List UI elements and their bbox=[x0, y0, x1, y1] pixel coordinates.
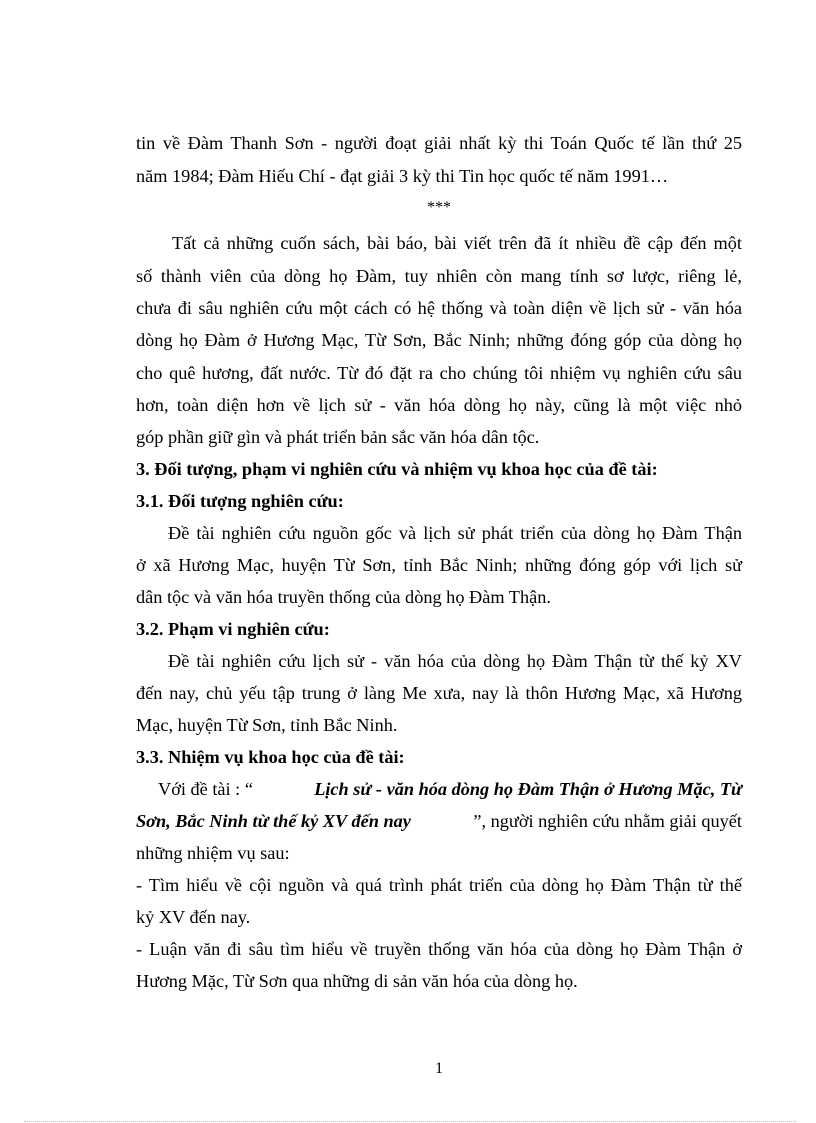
body-line: những nhiệm vụ sau: bbox=[136, 843, 290, 863]
line-suffix: ”, người nghiên cứu nhằm giải quyết bbox=[473, 811, 742, 831]
section-heading: 3. Đối tượng, phạm vi nghiên cứu và nhiệm vụ khoa học của đề tài: bbox=[136, 459, 658, 479]
body-line: Hương Mặc, Từ Sơn qua những di sản văn hóa của dòng họ. bbox=[136, 971, 578, 991]
section-separator: *** bbox=[427, 199, 451, 216]
body-line: cho quê hương, đất nước. Từ đó đặt ra cho chúng tôi nhiệm vụ nghiên cứu sâu bbox=[136, 363, 742, 383]
page-bottom-rule bbox=[24, 1121, 796, 1122]
body-line: Đề tài nghiên cứu lịch sử - văn hóa của dòng họ Đàm Thận từ thế kỷ XV bbox=[168, 651, 742, 671]
body-line bbox=[158, 778, 742, 800]
thesis-title-part: Lịch sử - văn hóa dòng họ Đàm Thận ở Hương Mặc, Từ bbox=[314, 779, 742, 799]
body-line: dân tộc và văn hóa truyền thống của dòng họ Đàm Thận. bbox=[136, 587, 551, 607]
body-line: ở xã Hương Mạc, huyện Từ Sơn, tỉnh Bắc Ninh; những đóng góp với lịch sử bbox=[136, 555, 742, 575]
body-line: hơn, toàn diện hơn về lịch sử - văn hóa dòng họ này, cũng là một việc nhỏ bbox=[136, 395, 742, 415]
body-line: Tất cả những cuốn sách, bài báo, bài viết trên đã ít nhiều đề cập đến một bbox=[172, 233, 742, 253]
body-line: dòng họ Đàm ở Hương Mạc, Từ Sơn, Bắc Ninh; những đóng góp của dòng họ bbox=[136, 330, 742, 350]
thesis-title-part: Sơn, Bắc Ninh từ thế kỷ XV đến nay bbox=[136, 811, 411, 831]
subsection-heading: 3.1. Đối tượng nghiên cứu: bbox=[136, 491, 344, 511]
subsection-heading: 3.3. Nhiệm vụ khoa học của đề tài: bbox=[136, 747, 405, 767]
body-line: Đề tài nghiên cứu nguồn gốc và lịch sử phát triển của dòng họ Đàm Thận bbox=[168, 523, 742, 543]
body-line: góp phần giữ gìn và phát triển bản sắc văn hóa dân tộc. bbox=[136, 427, 540, 447]
subsection-heading: 3.2. Phạm vi nghiên cứu: bbox=[136, 619, 330, 639]
body-line: tin về Đàm Thanh Sơn - người đoạt giải nhất kỳ thi Toán Quốc tế lần thứ 25 bbox=[136, 133, 742, 153]
body-line: - Tìm hiểu về cội nguồn và quá trình phát triển của dòng họ Đàm Thận từ thế bbox=[136, 875, 742, 895]
body-line: chưa đi sâu nghiên cứu một cách có hệ thống và toàn diện về lịch sử - văn hóa bbox=[136, 298, 742, 318]
body-line: đến nay, chủ yếu tập trung ở làng Me xưa, nay là thôn Hương Mạc, xã Hương bbox=[136, 683, 742, 703]
page-number: 1 bbox=[435, 1060, 443, 1077]
line-prefix: Với đề tài : “ bbox=[158, 779, 253, 799]
body-line: số thành viên của dòng họ Đàm, tuy nhiên còn mang tính sơ lược, riêng lẻ, bbox=[136, 266, 742, 286]
body-line: - Luận văn đi sâu tìm hiểu về truyền thống văn hóa của dòng họ Đàm Thận ở bbox=[136, 939, 742, 959]
body-line: kỷ XV đến nay. bbox=[136, 907, 251, 927]
body-line: Mạc, huyện Từ Sơn, tỉnh Bắc Ninh. bbox=[136, 715, 398, 735]
body-line bbox=[136, 810, 742, 832]
body-line: năm 1984; Đàm Hiếu Chí - đạt giải 3 kỳ thi Tin học quốc tế năm 1991… bbox=[136, 166, 669, 186]
